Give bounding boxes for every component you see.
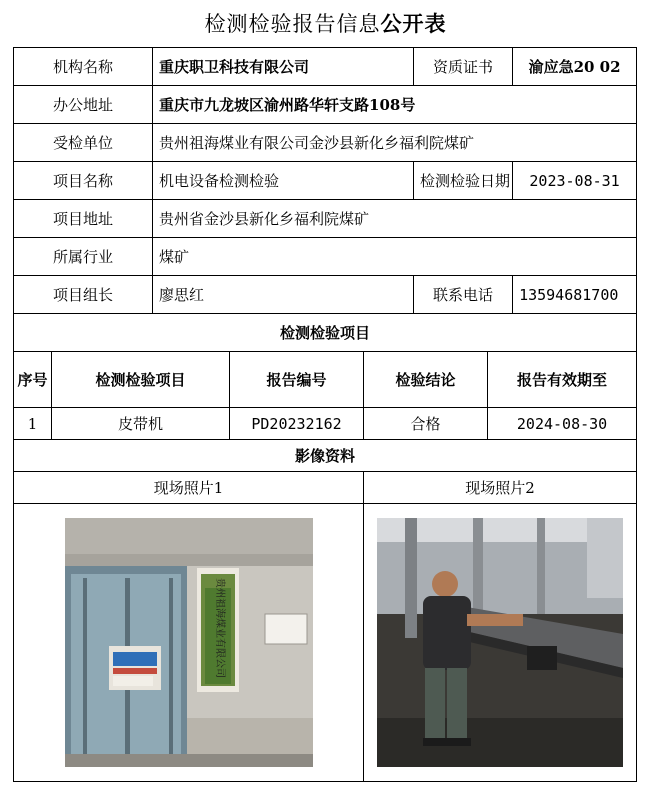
row-project: [14, 162, 637, 200]
row-result: 合格: [364, 408, 488, 440]
row-leader: [14, 276, 637, 314]
site-photo-1: [65, 518, 313, 767]
row-valid: 2024-08-30: [488, 408, 637, 440]
row-client: [14, 124, 637, 162]
header-valid: 报告有效期至: [488, 352, 637, 408]
row-item: 皮带机: [52, 408, 230, 440]
title-bold: 公开表: [380, 11, 447, 36]
site-value: 贵州省金沙县新化乡福利院煤矿: [153, 200, 637, 238]
industry-label: 所属行业: [14, 238, 153, 276]
report-table: [13, 47, 637, 782]
org-label: 机构名称: [14, 48, 153, 86]
site-photo-2: [377, 518, 623, 767]
photo2-label: 现场照片2: [364, 472, 637, 504]
photo1-cell: [14, 504, 364, 782]
project-label: 项目名称: [14, 162, 153, 200]
header-report-no: 报告编号: [230, 352, 364, 408]
row-org: [14, 48, 637, 86]
photo1-label: 现场照片1: [14, 472, 364, 504]
header-result: 检验结论: [364, 352, 488, 408]
table-row: [14, 408, 637, 440]
header-item: 检测检验项目: [52, 352, 230, 408]
page-title: [0, 8, 651, 38]
client-label: 受检单位: [14, 124, 153, 162]
org-value: 重庆职卫科技有限公司: [153, 48, 414, 86]
sign-text: 贵州祖海煤业有限公司: [213, 578, 225, 678]
header-no: 序号: [14, 352, 52, 408]
row-site: [14, 200, 637, 238]
project-value: 机电设备检测检验: [153, 162, 414, 200]
leader-label: 项目组长: [14, 276, 153, 314]
addr-value: 重庆市九龙坡区渝州路华轩支路108号: [153, 86, 637, 124]
row-photo-labels: [14, 472, 637, 504]
row-no: 1: [14, 408, 52, 440]
row-images-heading: [14, 440, 637, 472]
phone-value: 13594681700: [513, 276, 637, 314]
cert-label: 资质证书: [414, 48, 513, 86]
industry-value: 煤矿: [153, 238, 637, 276]
leader-value: 廖思红: [153, 276, 414, 314]
items-header-row: [14, 352, 637, 408]
row-photos: [14, 504, 637, 782]
date-value: 2023-08-31: [513, 162, 637, 200]
row-industry: [14, 238, 637, 276]
cert-value: 渝应急20 02: [513, 48, 637, 86]
phone-label: 联系电话: [414, 276, 513, 314]
date-label: 检测检验日期: [414, 162, 513, 200]
site-label: 项目地址: [14, 200, 153, 238]
photo2-cell: [364, 504, 637, 782]
client-value: 贵州祖海煤业有限公司金沙县新化乡福利院煤矿: [153, 124, 637, 162]
row-address: [14, 86, 637, 124]
row-items-heading: [14, 314, 637, 352]
title-normal: 检测检验报告信息: [204, 12, 381, 36]
items-heading: 检测检验项目: [14, 314, 637, 352]
images-heading: 影像资料: [14, 440, 637, 472]
addr-label: 办公地址: [14, 86, 153, 124]
row-report-no: PD20232162: [230, 408, 364, 440]
